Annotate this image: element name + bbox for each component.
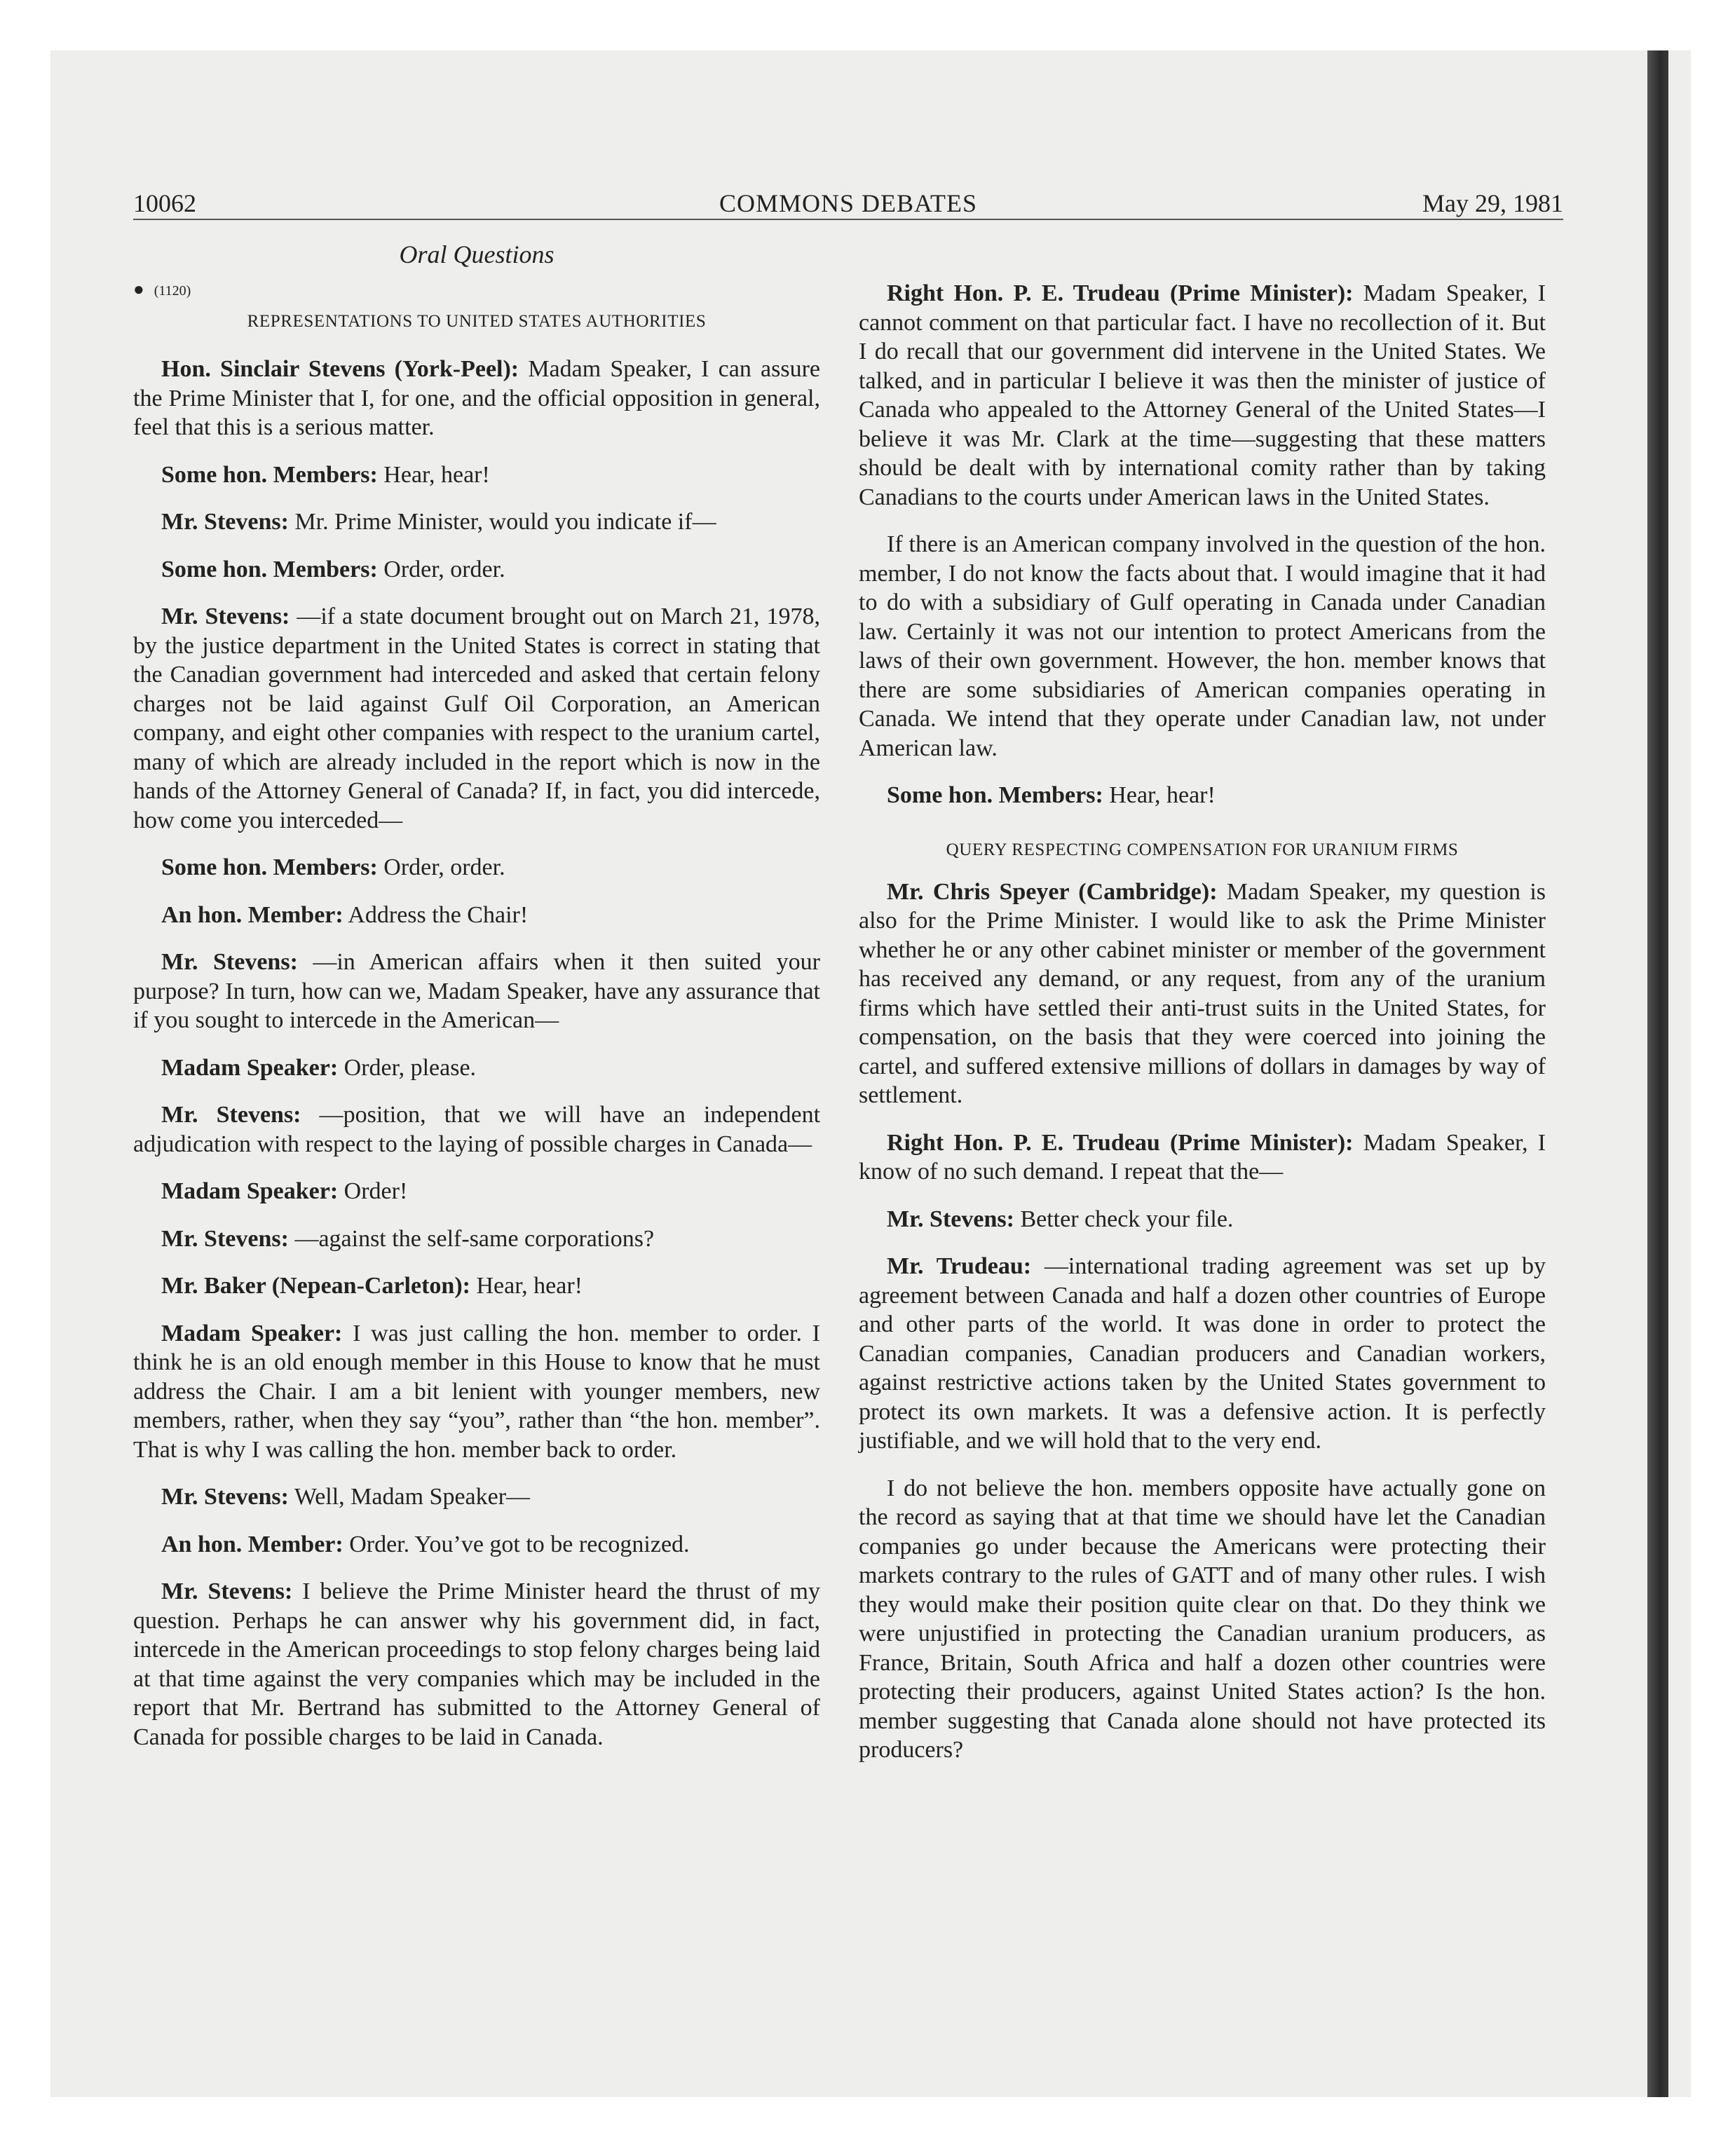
speaker-name: Mr. Trudeau:	[887, 1253, 1032, 1279]
speech-text: Order. You’ve got to be recognized.	[343, 1531, 690, 1557]
speech-text: Mr. Prime Minister, would you indicate if—	[288, 509, 716, 535]
speaker-name: Some hon. Members:	[161, 854, 378, 880]
speech-paragraph	[859, 279, 1546, 512]
speaker-name: Hon. Sinclair Stevens (York-Peel):	[161, 356, 519, 382]
speech-paragraph	[133, 602, 820, 835]
speech-text: Order, order.	[377, 854, 505, 880]
speaker-name: An hon. Member:	[161, 1531, 343, 1557]
speech-text: Hear, hear!	[470, 1273, 583, 1299]
time-marker	[133, 278, 820, 303]
speech-paragraph	[133, 1177, 820, 1206]
speaker-name: Madam Speaker:	[161, 1178, 339, 1204]
speech-text: Better check your file.	[1014, 1206, 1234, 1232]
speech-paragraph	[859, 1252, 1546, 1456]
speech-text: Order, please.	[338, 1054, 477, 1081]
speech-paragraph	[859, 781, 1546, 810]
speech-paragraph	[859, 1205, 1546, 1234]
publication-date: May 29, 1981	[1422, 189, 1563, 217]
speech-text: I believe the Prime Minister heard the thrust of my question. Perhaps he can answer why his government did, in fact, intercede in the American proceedings to stop felony charges being laid at that time against the very companies which may be included in the report that Mr. Bertrand has submitted to the Attorney General of Canada for possible charges to be laid in Canada.	[133, 1578, 821, 1750]
speech-text: Madam Speaker, I know of no such demand. I repeat that the—	[859, 1129, 1546, 1185]
speaker-name: Mr. Chris Speyer (Cambridge):	[887, 878, 1218, 905]
bullet-icon: ●	[133, 279, 144, 299]
page-number: 10062	[133, 189, 196, 217]
speaker-name: Madam Speaker:	[161, 1320, 343, 1346]
speaker-name: Mr. Stevens:	[161, 1225, 289, 1252]
section-heading-right: QUERY RESPECTING COMPENSATION FOR URANIUM FIRMS	[946, 840, 1459, 859]
speech-paragraph	[133, 1271, 820, 1301]
speaker-name: Right Hon. P. E. Trudeau (Prime Minister):	[887, 280, 1354, 306]
speech-paragraph	[859, 1474, 1546, 1765]
section-heading: REPRESENTATIONS TO UNITED STATES AUTHORITIES	[247, 312, 707, 331]
section-title: Oral Questions	[399, 240, 554, 268]
speech-text: —if a state document brought out on March 21, 1978, by the justice department in the United States is correct in stating that the Canadian government had interceded and asked that certain felony charges not be laid against Gulf Oil Corporation, an American company, and eight other companies with respect to the uranium cartel, many of which are already included in the report which is now in the hands of the Attorney General of Canada? If, in fact, you did intercede, how come you interceded—	[133, 603, 820, 833]
speech-paragraph	[133, 1224, 820, 1254]
speech-paragraph	[859, 530, 1546, 763]
speech-paragraph	[133, 355, 820, 442]
speech-paragraph	[133, 1530, 820, 1560]
speech-paragraph	[133, 853, 820, 882]
speech-text: Well, Madam Speaker—	[288, 1484, 531, 1510]
speech-text: Madam Speaker, I can assure the Prime Minister that I, for one, and the official opposition in general, feel that this is a serious matter.	[133, 356, 820, 440]
speech-text: Address the Chair!	[343, 901, 529, 928]
speaker-name: Mr. Stevens:	[161, 1484, 289, 1510]
speech-text: If there is an American company involved in the question of the hon. member, I do not know the facts about that. I would imagine that it had to do with a subsidiary of Gulf operating in Canada under Canadian law. Certainly it was not our intention to protect Americans from the laws of their own government. However, the hon. member knows that there are some subsidiaries of American companies operating in Canada. We intend that they operate under Canadian law, not under American law.	[859, 531, 1546, 761]
page-edge-shadow	[1647, 50, 1668, 2097]
speech-paragraph	[133, 1482, 820, 1512]
speech-paragraph	[859, 1128, 1546, 1187]
speech-paragraph	[133, 901, 820, 930]
speech-text: —international trading agreement was set up by agreement between Canada and half a dozen other countries of Europe and other parts of the world. It was done in order to protect the Canadian companies, Canadian producers and Canadian workers, against restrictive actions taken by the United States government to protect its own markets. It was a defensive action. It is perfectly justifiable, and we will hold that to the very end.	[859, 1253, 1546, 1454]
speech-text: —in American affairs when it then suited your purpose? In turn, how can we, Madam Speaker, have any assurance that if you sought to intercede in the American—	[133, 949, 821, 1033]
page-header	[133, 188, 1563, 220]
speech-text: Order!	[338, 1178, 408, 1204]
speaker-name: Mr. Stevens:	[161, 949, 298, 975]
speaker-name: Some hon. Members:	[161, 556, 378, 582]
speaker-name: Mr. Stevens:	[161, 1578, 293, 1604]
speech-paragraph	[133, 1100, 820, 1159]
speaker-name: Some hon. Members:	[161, 461, 378, 488]
speech-text: —against the self-same corporations?	[288, 1225, 655, 1252]
publication-title: COMMONS DEBATES	[719, 189, 978, 217]
speech-paragraph	[133, 1053, 820, 1083]
speaker-name: Mr. Stevens:	[161, 509, 289, 535]
speech-paragraph	[133, 507, 820, 537]
speaker-name: Mr. Stevens:	[161, 603, 290, 629]
speech-paragraph	[133, 948, 820, 1035]
speech-paragraph	[133, 460, 820, 490]
speech-text: Hear, hear!	[377, 461, 490, 488]
speech-text: Madam Speaker, I cannot comment on that particular fact. I have no recollection of it. But I do recall that our government did intervene in the United States. We talked, and in particular I believe it was then the minister of justice of Canada who appealed to the Attorney General of the United States—I believe it was Mr. Clark at the time—suggesting that these matters should be dealt with by international comity rather than by taking Canadians to the courts under American laws in the United States.	[859, 280, 1546, 510]
speech-text: Madam Speaker, my question is also for the Prime Minister. I would like to ask the Prime Minister whether he or any other cabinet minister or member of the government has received any demand, or any request, from any of the uranium firms which have settled their anti-trust suits in the United States, for compensation, on the basis that they were coerced into joining the cartel, and suffered extensive millions of dollars in damages by way of settlement.	[859, 878, 1546, 1108]
speaker-name: Mr. Stevens:	[161, 1102, 301, 1128]
speaker-name: Some hon. Members:	[887, 782, 1103, 808]
speech-paragraph	[859, 878, 1546, 1110]
speaker-name: Right Hon. P. E. Trudeau (Prime Minister):	[887, 1129, 1354, 1156]
speech-text: I was just calling the hon. member to order. I think he is an old enough member in this House to know that he must address the Chair. I am a bit lenient with younger members, new members, rather, when they say “you”, rather than “the hon. member”. That is why I was calling the hon. member back to order.	[133, 1320, 820, 1463]
left-column	[133, 238, 820, 1770]
right-paragraphs-after	[859, 878, 1546, 1765]
time-marker-text: (1120)	[154, 283, 191, 299]
speaker-name: Madam Speaker:	[161, 1054, 339, 1081]
speech-paragraph	[133, 555, 820, 585]
speech-text: Hear, hear!	[1103, 782, 1216, 808]
speaker-name: Mr. Stevens:	[887, 1206, 1014, 1232]
speech-text: Order, order.	[377, 556, 505, 582]
speech-paragraph	[133, 1577, 820, 1752]
right-paragraphs-before	[859, 279, 1546, 810]
left-paragraphs	[133, 355, 820, 1752]
right-column	[859, 279, 1546, 1783]
speech-text: I do not believe the hon. members opposite have actually gone on the record as saying that at that time we should have let the Canadian companies go under because the Americans were protecting their markets contrary to the rules of GATT and of many other rules. I wish they would make their position quite clear on that. Do they think we were unjustified in protecting the Canadian uranium producers, as France, Britain, South Africa and half a dozen other countries were protecting their producers, against United States action? Is the hon. member suggesting that Canada alone should not have protected its producers?	[859, 1475, 1546, 1763]
speaker-name: An hon. Member:	[161, 901, 343, 928]
speech-text: —position, that we will have an independent adjudication with respect to the laying of possible charges in Canada—	[133, 1102, 821, 1157]
speech-paragraph	[133, 1319, 820, 1465]
speaker-name: Mr. Baker (Nepean-Carleton):	[161, 1273, 470, 1299]
